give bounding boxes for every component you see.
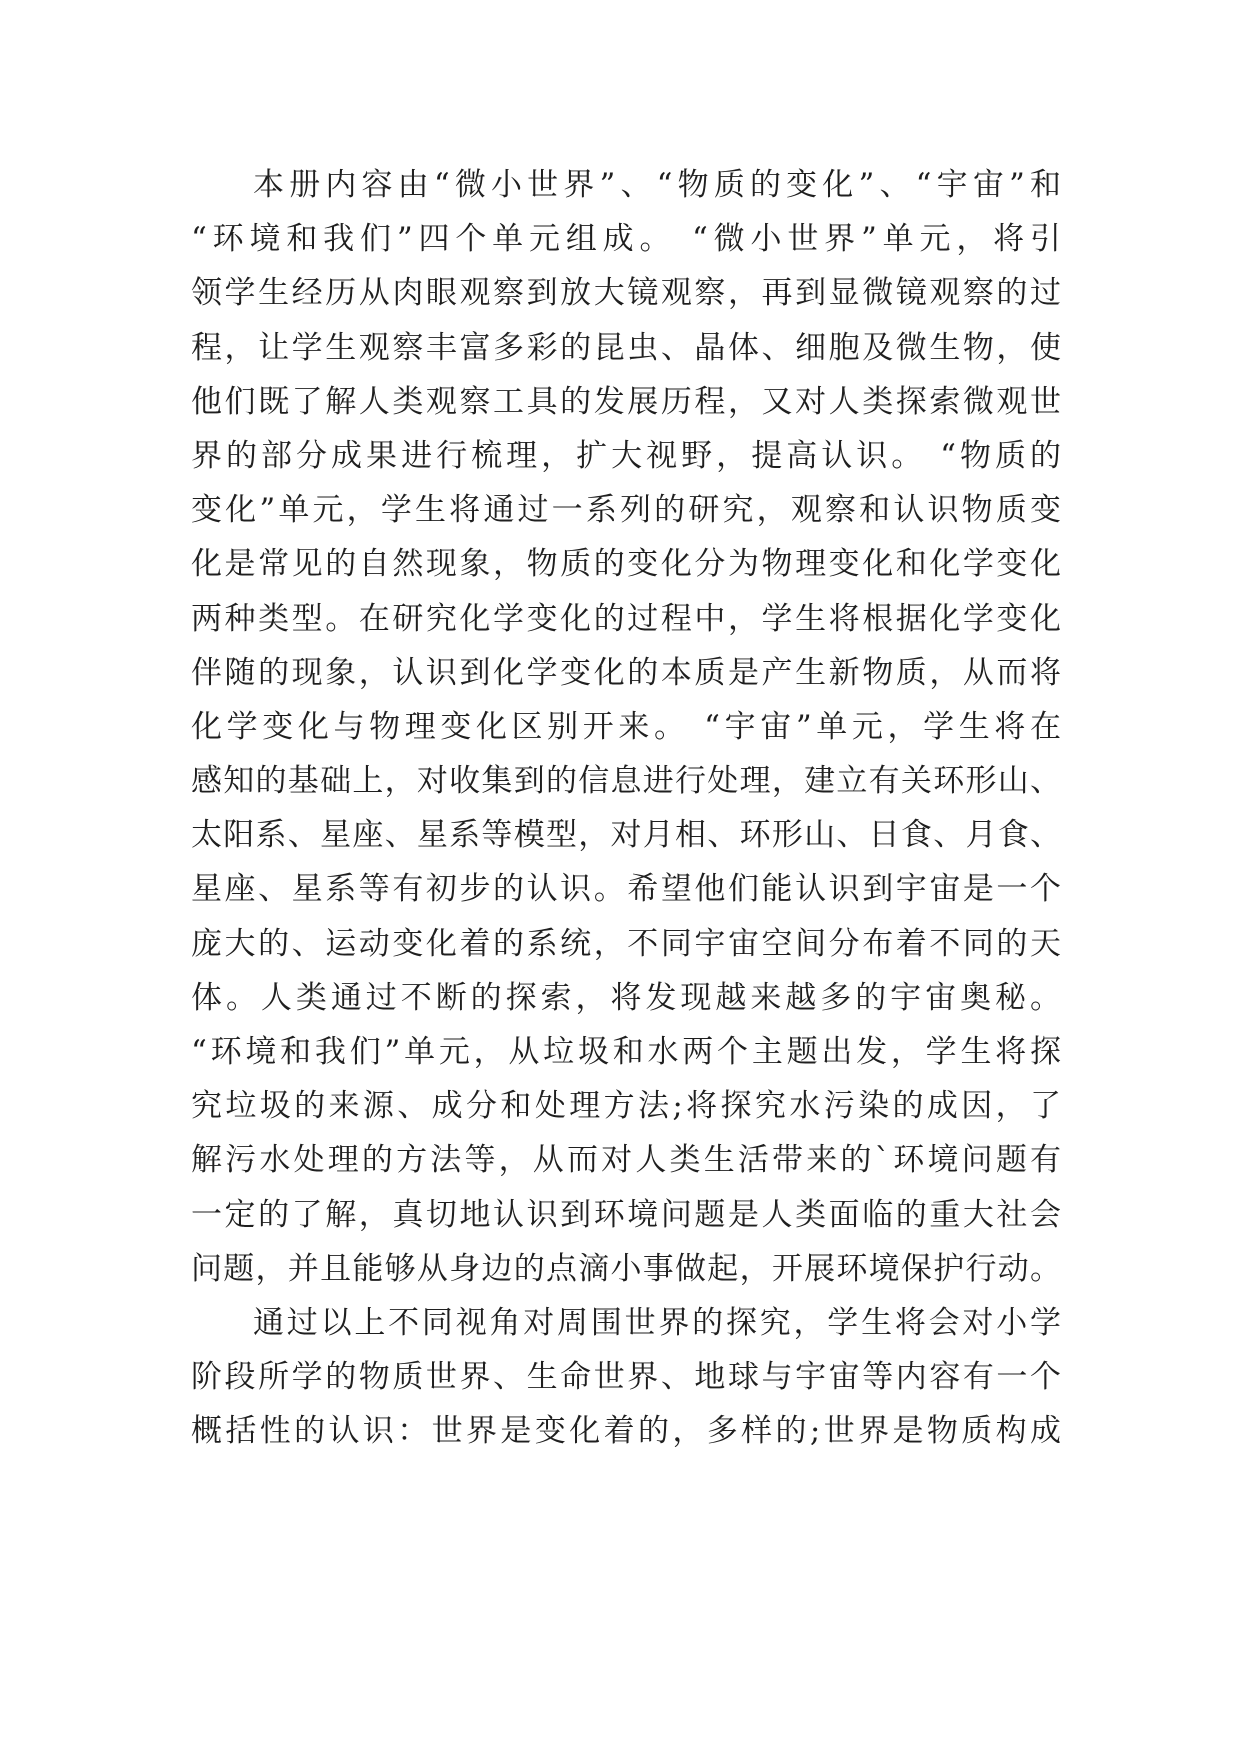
paragraph-line-7: 变化”单元，学生将通过一系列的研究，观察和认识物质变 — [191, 492, 1061, 529]
paragraph-line-22: 通过以上不同视角对周围世界的探究，学生将会对小学 — [253, 1304, 1061, 1341]
paragraph-line-9: 两种类型。在研究化学变化的过程中，学生将根据化学变化 — [191, 600, 1061, 637]
paragraph-line-12: 感知的基础上，对收集到的信息进行处理，建立有关环形山、 — [191, 763, 1061, 800]
paragraph-line-2: “环境和我们”四个单元组成。 “微小世界”单元，将引 — [191, 221, 1061, 258]
paragraph-line-3: 领学生经历从肉眼观察到放大镜观察，再到显微镜观察的过 — [191, 275, 1061, 312]
paragraph-line-15: 庞大的、运动变化着的系统，不同宇宙空间分布着不同的天 — [191, 925, 1061, 962]
paragraph-line-20: 一定的了解，真切地认识到环境问题是人类面临的重大社会 — [191, 1196, 1061, 1233]
paragraph-line-23: 阶段所学的物质世界、生命世界、地球与宇宙等内容有一个 — [191, 1359, 1061, 1396]
paragraph-line-21: 问题，并且能够从身边的点滴小事做起，开展环境保护行动。 — [191, 1250, 1061, 1287]
paragraph-line-13: 太阳系、星座、星系等模型，对月相、环形山、日食、月食、 — [191, 817, 1061, 854]
paragraph-line-4: 程，让学生观察丰富多彩的昆虫、晶体、细胞及微生物，使 — [191, 329, 1061, 366]
paragraph-line-11: 化学变化与物理变化区别开来。 “宇宙”单元，学生将在 — [191, 708, 1061, 745]
paragraph-line-24: 概括性的认识：世界是变化着的，多样的;世界是物质构成 — [191, 1413, 1061, 1450]
paragraph-line-16: 体。人类通过不断的探索，将发现越来越多的宇宙奥秘。 — [191, 979, 1061, 1016]
paragraph-line-10: 伴随的现象，认识到化学变化的本质是产生新物质，从而将 — [191, 654, 1061, 691]
paragraph-line-6: 界的部分成果进行梳理，扩大视野，提高认识。 “物质的 — [191, 437, 1061, 474]
paragraph-line-5: 他们既了解人类观察工具的发展历程，又对人类探索微观世 — [191, 383, 1061, 420]
paragraph-line-1: 本册内容由“微小世界”、“物质的变化”、“宇宙”和 — [253, 167, 1061, 203]
paragraph-line-8: 化是常见的自然现象，物质的变化分为物理变化和化学变化 — [191, 546, 1061, 583]
paragraph-line-14: 星座、星系等有初步的认识。希望他们能认识到宇宙是一个 — [191, 871, 1061, 908]
paragraph-line-17: “环境和我们”单元，从垃圾和水两个主题出发，学生将探 — [191, 1034, 1061, 1070]
paragraph-line-18: 究垃圾的来源、成分和处理方法;将探究水污染的成因，了 — [191, 1088, 1061, 1125]
body-text — [191, 158, 1061, 1459]
paragraph-line-19: 解污水处理的方法等，从而对人类生活带来的`环境问题有 — [191, 1142, 1061, 1179]
